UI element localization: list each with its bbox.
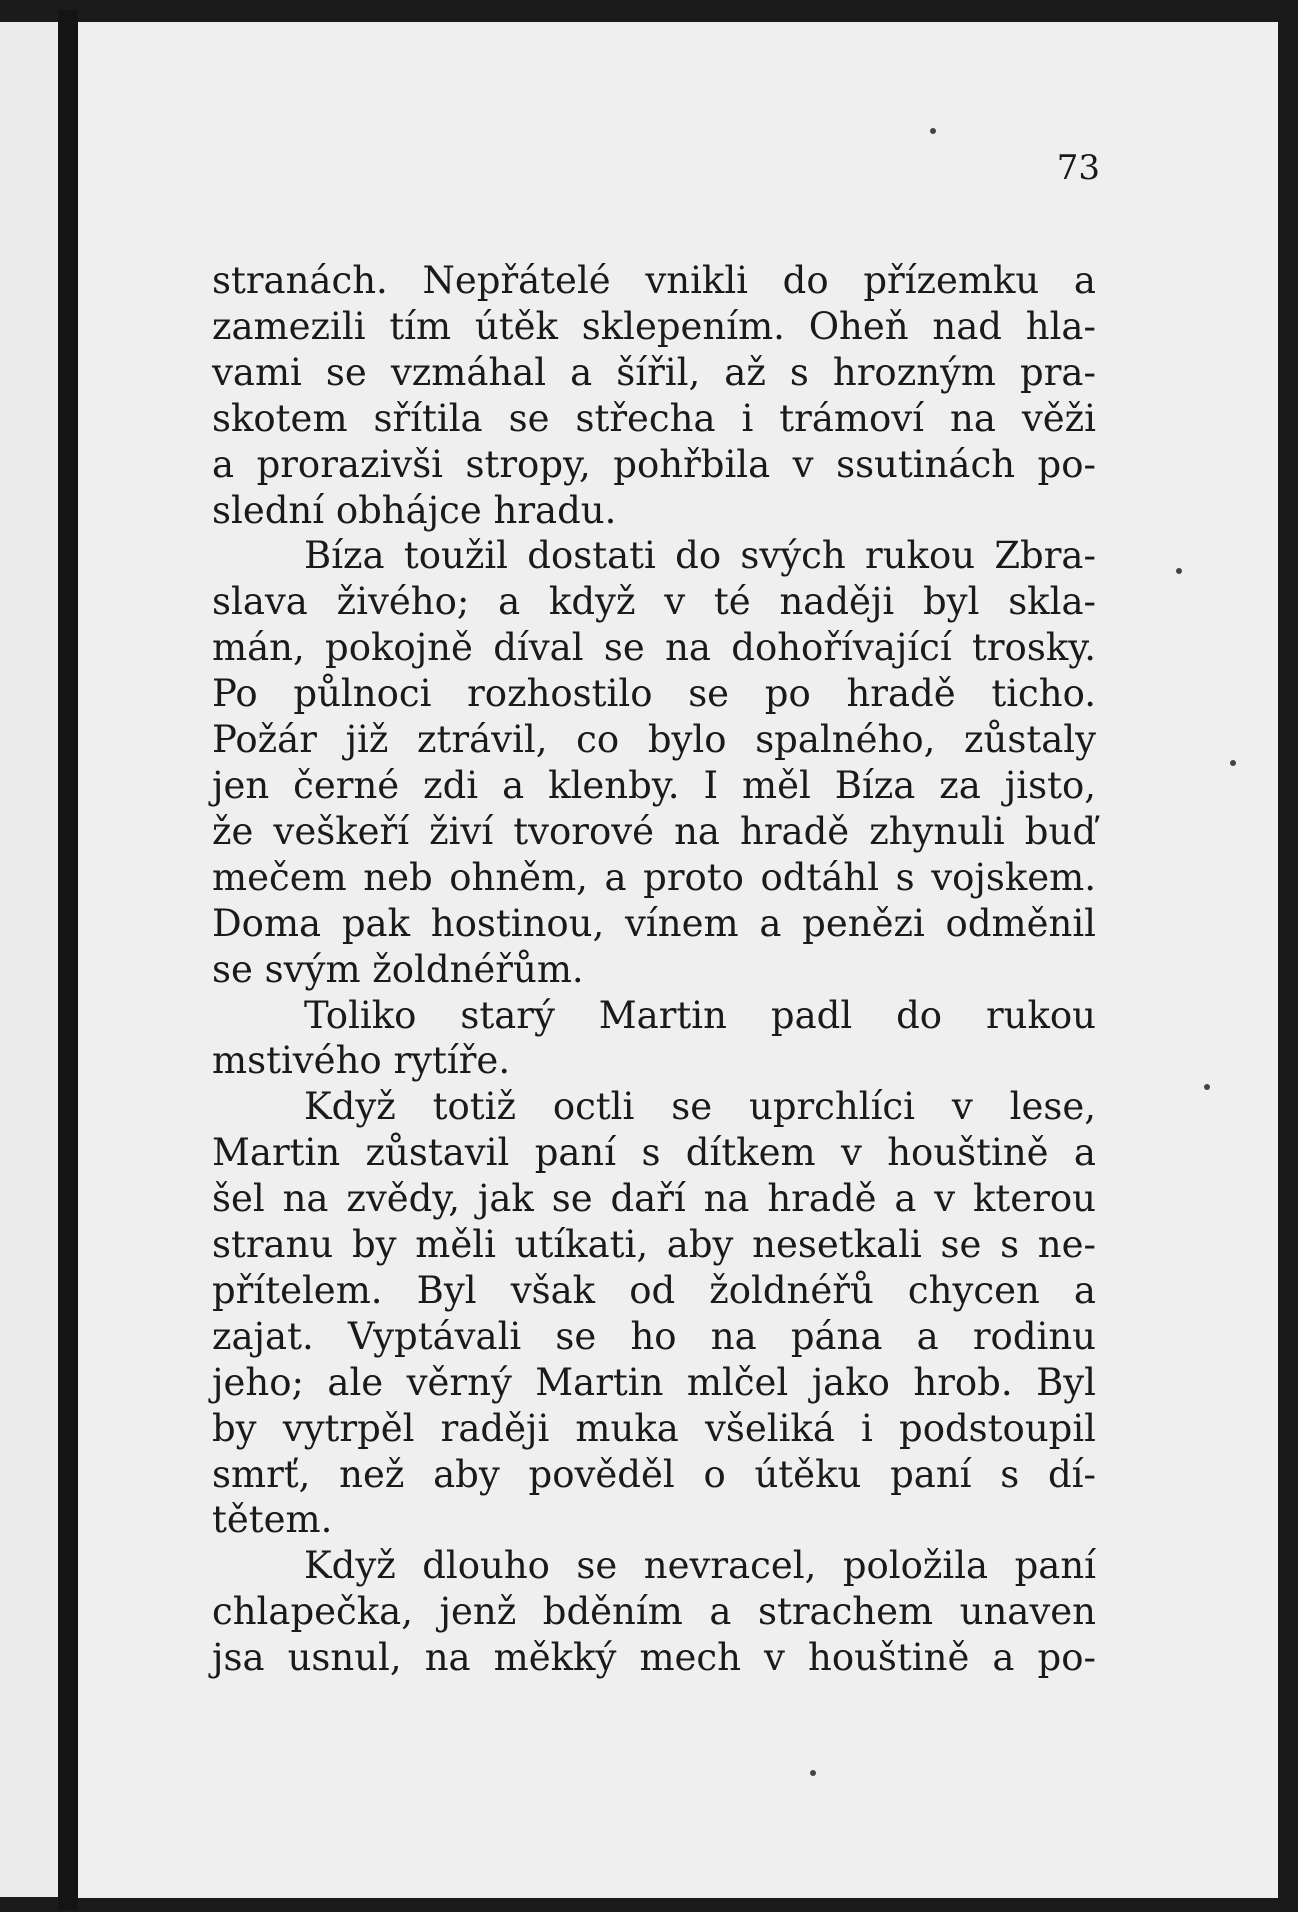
text-line: že veškeří živí tvorové na hradě zhynuli buď: [212, 809, 1096, 853]
text-line: se svým žoldnéřům.: [212, 947, 584, 991]
text-line: jen černé zdi a klenby. I měl Bíza za jisto,: [212, 763, 1096, 807]
text-line: smrť, než aby pověděl o útěku paní s dí-: [212, 1452, 1096, 1496]
text-line: mečem neb ohněm, a proto odtáhl s vojskem.: [212, 855, 1096, 899]
paper-speck: [1204, 1084, 1210, 1090]
paper-speck: [810, 1770, 816, 1776]
text-line: mán, pokojně díval se na dohořívající trosky.: [212, 626, 1096, 670]
paper-speck: [1230, 760, 1236, 766]
paper-speck: [930, 128, 936, 134]
text-line: Když totiž octli se uprchlíci v lese,: [304, 1085, 1096, 1129]
text-line: Toliko starý Martin padl do rukou: [304, 993, 1096, 1037]
text-line: tětem.: [212, 1498, 333, 1542]
text-line: jeho; ale věrný Martin mlčel jako hrob. Byl: [212, 1360, 1096, 1404]
text-line: Požár již ztrávil, co bylo spalného, zůstaly: [212, 718, 1096, 762]
facing-page-edge: [0, 22, 58, 1897]
scan-border-right: [1278, 0, 1298, 1912]
text-line: zajat. Vyptávali se ho na pána a rodinu: [212, 1314, 1096, 1358]
text-line: Bíza toužil dostati do svých rukou Zbra-: [304, 534, 1096, 578]
text-line: a prorazivši stropy, pohřbila v ssutinách po-: [212, 442, 1096, 486]
text-line: by vytrpěl raději muka všeliká i podstoupil: [212, 1406, 1096, 1450]
text-line: jsa usnul, na měkký mech v houštině a po-: [212, 1636, 1096, 1680]
text-line: slava živého; a když v té naději byl skla-: [212, 580, 1096, 624]
text-line: Doma pak hostinou, vínem a penězi odměnil: [212, 901, 1096, 945]
body-text: [212, 258, 1096, 1681]
text-line: šel na zvědy, jak se daří na hradě a v kterou: [212, 1177, 1096, 1221]
text-line: slední obhájce hradu.: [212, 488, 617, 532]
text-line: skotem sřítila se střecha i trámoví na věži: [212, 396, 1096, 440]
page-number: 73: [1056, 148, 1100, 188]
text-line: Martin zůstavil paní s dítkem v houštině a: [212, 1131, 1096, 1175]
text-line: přítelem. Byl však od žoldnéřů chycen a: [212, 1268, 1096, 1312]
text-line: Po půlnoci rozhostilo se po hradě ticho.: [212, 672, 1096, 716]
text-line: Když dlouho se nevracel, položila paní: [304, 1544, 1096, 1588]
text-line: stranu by měli utíkati, aby nesetkali se s ne-: [212, 1223, 1096, 1267]
text-line: zamezili tím útěk sklepením. Oheň nad hla-: [212, 304, 1096, 348]
text-line: stranách. Nepřátelé vnikli do přízemku a: [212, 259, 1096, 302]
text-line: vami se vzmáhal a šířil, až s hrozným pra-: [212, 350, 1096, 394]
book-spine-shadow: [58, 10, 78, 1910]
text-line: mstivého rytíře.: [212, 1039, 511, 1083]
paper-speck: [1176, 568, 1182, 574]
text-line: chlapečka, jenž bděním a strachem unaven: [212, 1590, 1096, 1634]
